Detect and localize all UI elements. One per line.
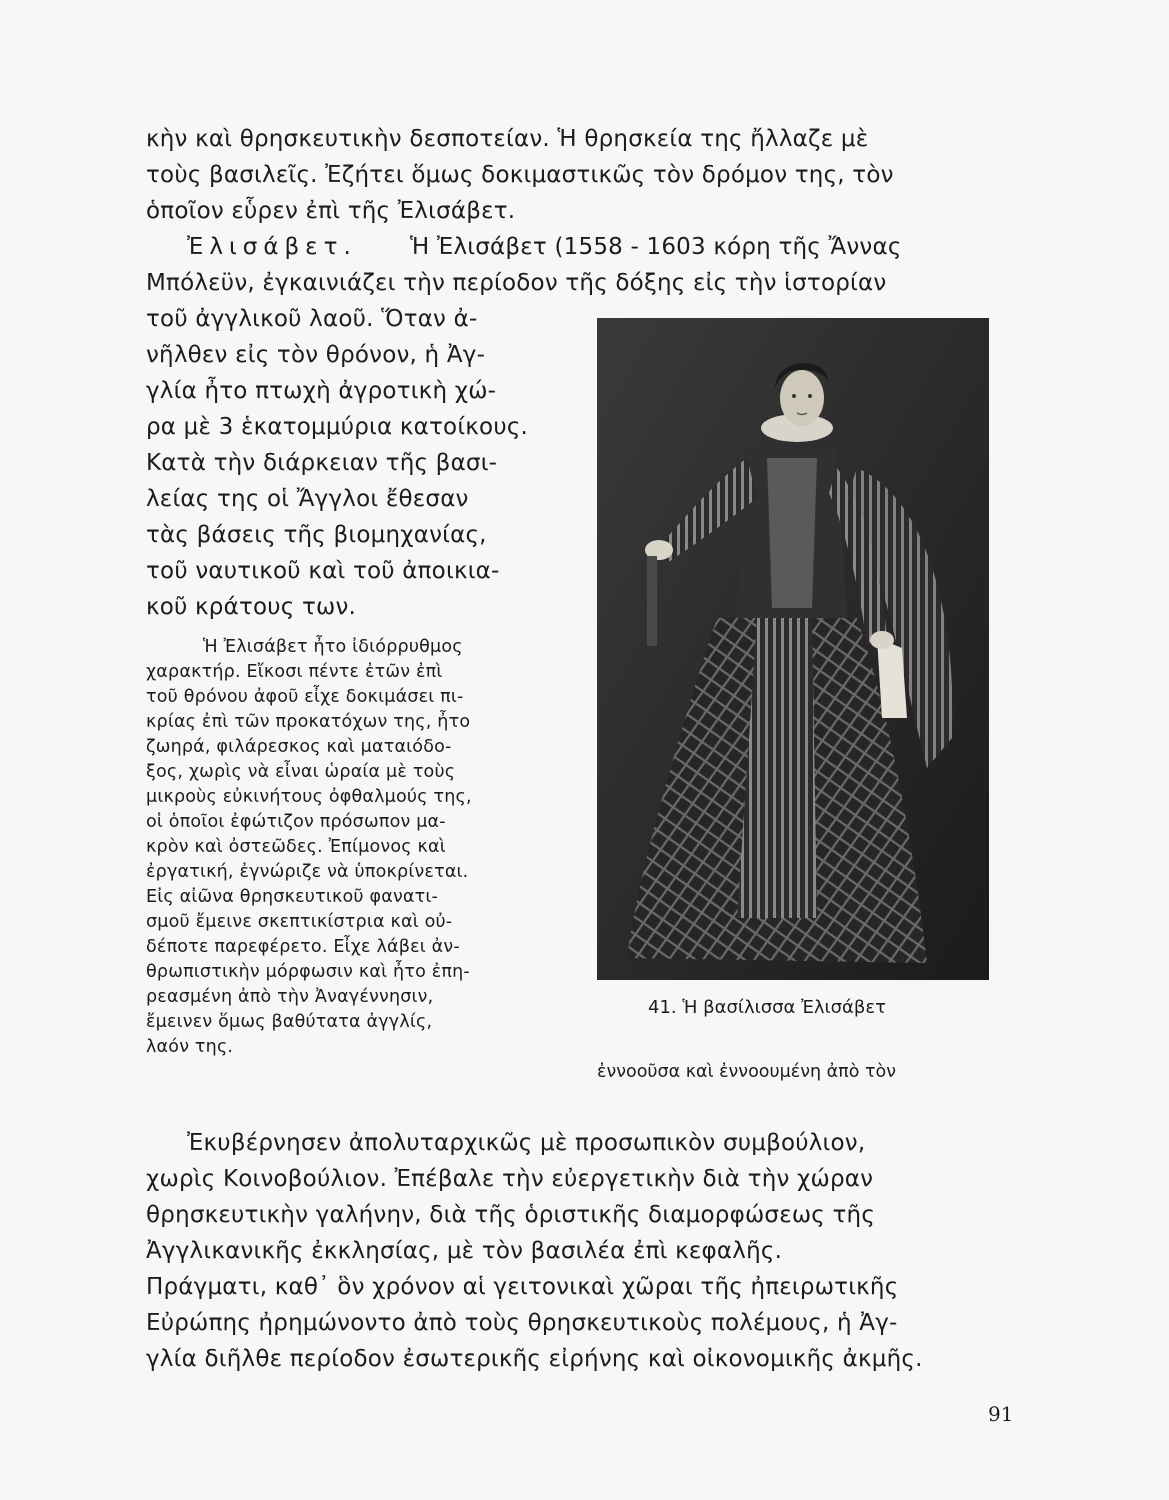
small-text-line: οἱ ὁποῖοι ἐφώτιζον πρόσωπον μα- bbox=[146, 812, 446, 832]
small-text-line: ξος, χωρὶς νὰ εἶναι ὡραία μὲ τοὺς bbox=[146, 762, 456, 782]
text-line: χωρὶς Κοινοβούλιον. Ἐπέβαλε τὴν εὐεργετικὴν διὰ τὴν χώραν bbox=[146, 1166, 874, 1192]
text-line: Ἀγγλικανικῆς ἐκκλησίας, μὲ τὸν βασιλέα ἐπὶ κεφαλῆς. bbox=[146, 1238, 783, 1264]
text-line: Μπόλεϋν, ἐγκαινιάζει τὴν περίοδον τῆς δόξης εἰς τὴν ἱστορίαν bbox=[146, 270, 887, 296]
small-text-line: Εἰς αἰῶνα θρησκευτικοῦ φανατι- bbox=[146, 887, 439, 907]
text-line: τοῦ ναυτικοῦ καὶ τοῦ ἀποικια- bbox=[146, 558, 500, 584]
page-number: 91 bbox=[988, 1402, 1014, 1426]
small-text-line: ζωηρά, φιλάρεσκος καὶ ματαιόδο- bbox=[146, 737, 452, 757]
figure-caption: 41. Ἡ βασίλισσα Ἐλισάβετ bbox=[648, 997, 886, 1018]
queen-elisabeth-portrait-icon bbox=[597, 318, 989, 980]
section-heading: Ἐλισάβετ. bbox=[187, 234, 357, 260]
text-line: Ἡ Ἐλισάβετ (1558 - 1603 κόρη τῆς Ἄννας bbox=[410, 234, 902, 260]
small-text-line: κρὸν καὶ ὀστεῶδες. Ἐπίμονος καὶ bbox=[146, 837, 446, 857]
portrait-image bbox=[597, 318, 989, 980]
text-line: γλία ἦτο πτωχὴ ἀγροτικὴ χώ- bbox=[146, 378, 497, 404]
text-line: γλία διῆλθε περίοδον ἐσωτερικῆς εἰρήνης καὶ οἰκονομικῆς ἀκμῆς. bbox=[146, 1346, 923, 1372]
small-text-line: σμοῦ ἔμεινε σκεπτικίστρια καὶ οὐ- bbox=[146, 912, 453, 932]
text-line: τοὺς βασιλεῖς. Ἐζήτει ὅμως δοκιμαστικῶς τὸν δρόμον της, τὸν bbox=[146, 162, 894, 188]
text-line: Ἐκυβέρνησεν ἀπολυταρχικῶς μὲ προσωπικὸν συμβούλιον, bbox=[187, 1130, 866, 1156]
text-line: ὁποῖον εὗρεν ἐπὶ τῆς Ἐλισάβετ. bbox=[146, 198, 516, 224]
text-line: τοῦ ἀγγλικοῦ λαοῦ. Ὅταν ἀ- bbox=[146, 306, 478, 332]
text-line: θρησκευτικὴν γαλήνην, διὰ τῆς ὁριστικῆς διαμορφώσεως τῆς bbox=[146, 1202, 876, 1228]
text-line: Πράγματι, καθ᾽ ὃν χρόνον αἱ γειτονικαὶ χῶραι τῆς ἠπειρωτικῆς bbox=[146, 1274, 899, 1300]
small-text-line: τοῦ θρόνου ἀφοῦ εἶχε δοκιμάσει πι- bbox=[146, 687, 464, 707]
small-text-line: λαόν της. bbox=[146, 1037, 234, 1057]
small-text-line: χαρακτήρ. Εἴκοσι πέντε ἐτῶν ἐπὶ bbox=[146, 662, 443, 682]
text-line: κοῦ κράτους των. bbox=[146, 594, 357, 620]
text-line: κὴν καὶ θρησκευτικὴν δεσποτείαν. Ἡ θρησκεία της ἤλλαζε μὲ bbox=[146, 126, 869, 152]
small-text-line: Ἡ Ἐλισάβετ ἦτο ἰδιόρρυθμος bbox=[203, 637, 463, 657]
text-line: Κατὰ τὴν διάρκειαν τῆς βασι- bbox=[146, 450, 498, 476]
small-text-line: δέποτε παρεφέρετο. Εἶχε λάβει ἀν- bbox=[146, 937, 460, 957]
text-line: νῆλθεν εἰς τὸν θρόνον, ἡ Ἀγ- bbox=[146, 342, 486, 368]
small-text-line: ρεασμένη ἀπὸ τὴν Ἀναγέννησιν, bbox=[146, 987, 434, 1007]
small-text-line: ἔμεινεν ὅμως βαθύτατα ἀγγλίς, bbox=[146, 1012, 433, 1032]
small-text-line: ἐργατική, ἐγνώριζε νὰ ὑποκρίνεται. bbox=[146, 862, 469, 882]
small-text-line: μικροὺς εὐκινήτους ὀφθαλμούς της, bbox=[146, 787, 472, 807]
small-text-line: θρωπιστικὴν μόρφωσιν καὶ ἦτο ἐπη- bbox=[146, 962, 470, 982]
small-text-line: κρίας ἐπὶ τῶν προκατόχων της, ἦτο bbox=[146, 712, 471, 732]
text-line: λείας της οἱ Ἄγγλοι ἔθεσαν bbox=[146, 486, 469, 512]
figure-caption-continued: ἐννοοῦσα καὶ ἐννοουμένη ἀπὸ τὸν bbox=[597, 1062, 897, 1082]
text-line: Εὐρώπης ἠρημώνοντο ἀπὸ τοὺς θρησκευτικοὺς πολέμους, ἡ Ἀγ- bbox=[146, 1310, 898, 1336]
text-line: ρα μὲ 3 ἑκατομμύρια κατοίκους. bbox=[146, 414, 529, 440]
text-line: τὰς βάσεις τῆς βιομηχανίας, bbox=[146, 522, 487, 548]
